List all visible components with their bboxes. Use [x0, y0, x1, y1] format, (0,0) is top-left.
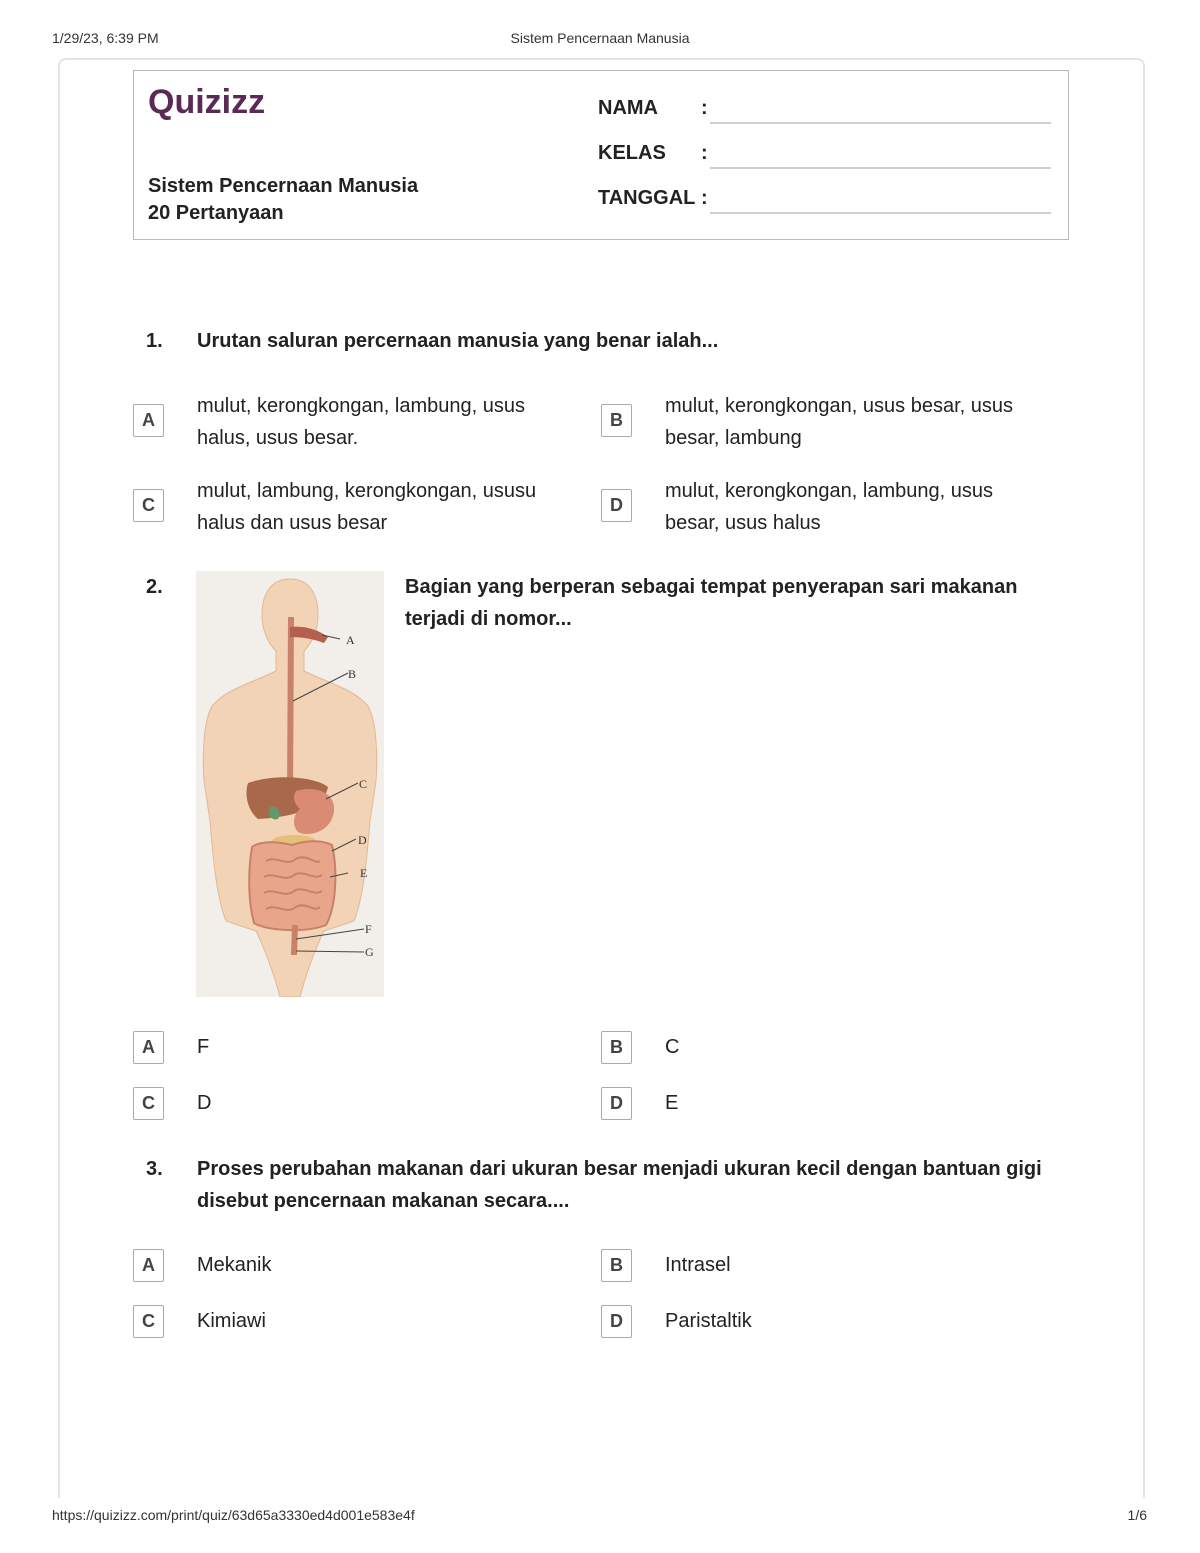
name-line[interactable] [710, 122, 1051, 124]
diagram-label-d: D [358, 833, 367, 847]
name-label: NAMA [598, 97, 658, 119]
question-3-number: 3. [146, 1158, 163, 1180]
q2-option-a-text[interactable]: F [197, 1036, 210, 1058]
q2-option-a-letter[interactable]: A [133, 1031, 164, 1064]
date-line[interactable] [710, 212, 1051, 214]
esophagus [287, 617, 294, 801]
quiz-title: Sistem Pencernaan Manusia [148, 175, 419, 197]
q3-option-b-text[interactable]: Intrasel [665, 1254, 731, 1276]
q3-option-c-letter[interactable]: C [133, 1305, 164, 1338]
q2-option-d-letter[interactable]: D [601, 1087, 632, 1120]
print-url[interactable]: https://quizizz.com/print/quiz/63d65a3330ed4d001e583e4f [52, 1507, 415, 1523]
q1-option-a-letter[interactable]: A [133, 404, 164, 437]
q2-option-c-text[interactable]: D [197, 1092, 212, 1114]
q3-option-d-letter[interactable]: D [601, 1305, 632, 1338]
q1-option-d-letter[interactable]: D [601, 489, 632, 522]
q3-option-a-letter[interactable]: A [133, 1249, 164, 1282]
quizizz-logo [148, 82, 278, 122]
q3-option-a-text[interactable]: Mekanik [197, 1254, 272, 1276]
question-3-text: Proses perubahan makanan dari ukuran besar menjadi ukuran kecil dengan bantuan gigi disebut pencernaan makanan secara.... [197, 1158, 1042, 1212]
q2-option-c-letter[interactable]: C [133, 1087, 164, 1120]
q3-option-b-letter[interactable]: B [601, 1249, 632, 1282]
date-label: TANGGAL [598, 187, 696, 209]
question-count: 20 Pertanyaan [148, 202, 284, 224]
class-label: KELAS [598, 142, 666, 164]
class-colon: : [701, 142, 708, 164]
question-2-number: 2. [146, 576, 163, 598]
print-date: 1/29/23, 6:39 PM [52, 30, 159, 46]
q2-option-d-text[interactable]: E [665, 1092, 679, 1114]
class-field[interactable] [598, 142, 1058, 172]
diagram-label-b: B [348, 667, 357, 681]
name-colon: : [701, 97, 708, 119]
svg-text:Quizizz: Quizizz [148, 83, 266, 121]
q1-option-c-text[interactable]: mulut, lambung, kerongkongan, ususu halus dan usus besar [197, 480, 537, 534]
print-footer [0, 1507, 1200, 1527]
q1-option-a-text[interactable]: mulut, kerongkongan, lambung, usus halus, usus besar. [197, 395, 525, 449]
q3-option-d-text[interactable]: Paristaltik [665, 1310, 752, 1332]
q1-option-c-letter[interactable]: C [133, 489, 164, 522]
date-field[interactable] [598, 187, 1058, 217]
q3-option-c-text[interactable]: Kimiawi [197, 1310, 266, 1332]
page-number: 1/6 [1127, 1507, 1147, 1523]
print-title: Sistem Pencernaan Manusia [510, 30, 690, 46]
q2-option-b-text[interactable]: C [665, 1036, 680, 1058]
diagram-label-c: C [359, 777, 368, 791]
diagram-label-f: F [365, 922, 372, 936]
q1-option-b-letter[interactable]: B [601, 404, 632, 437]
q1-option-b-text[interactable]: mulut, kerongkongan, usus besar, usus besar, lambung [665, 395, 1013, 449]
q2-option-b-letter[interactable]: B [601, 1031, 632, 1064]
q1-option-d-text[interactable]: mulut, kerongkongan, lambung, usus besar, usus halus [665, 480, 993, 534]
rectum [291, 925, 298, 955]
question-1-number: 1. [146, 330, 163, 352]
class-line[interactable] [710, 167, 1051, 169]
name-field[interactable] [598, 97, 1058, 127]
date-colon: : [701, 187, 708, 209]
diagram-label-e: E [360, 866, 368, 880]
quiz-title-block [148, 173, 418, 227]
print-header [0, 30, 1200, 50]
diagram-label-g: G [365, 945, 374, 959]
question-1-text: Urutan saluran percernaan manusia yang benar ialah... [197, 330, 719, 352]
large-intestine [249, 841, 335, 930]
question-2-text: Bagian yang berperan sebagai tempat penyerapan sari makanan terjadi di nomor... [405, 576, 1018, 630]
digestive-system-diagram [196, 571, 384, 997]
diagram-label-a: A [346, 633, 355, 647]
